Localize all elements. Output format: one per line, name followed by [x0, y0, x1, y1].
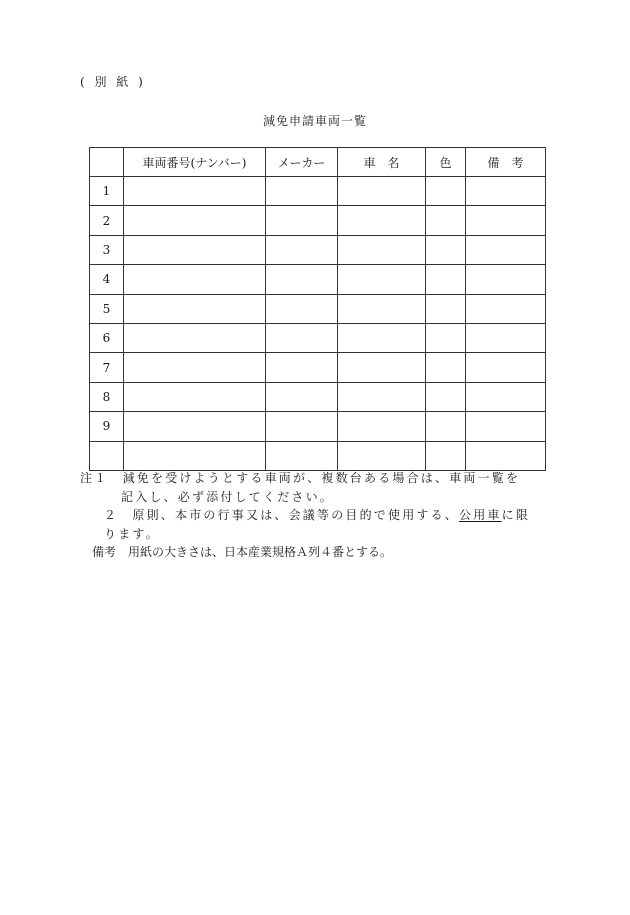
car-name-cell [338, 323, 426, 352]
plate-number-cell [124, 206, 266, 235]
color-cell [426, 353, 466, 382]
remarks-cell [466, 412, 546, 441]
car-name-cell [338, 412, 426, 441]
plate-number-cell [124, 441, 266, 470]
maker-cell [266, 412, 338, 441]
color-cell [426, 412, 466, 441]
car-name-cell [338, 177, 426, 206]
table-row [90, 441, 546, 470]
color-cell [426, 441, 466, 470]
note-2-text-pre: ２ 原則、本市の行事又は、会議等の目的で使用する、 [104, 508, 460, 522]
car-name-cell [338, 206, 426, 235]
maker-cell [266, 265, 338, 294]
remarks-cell [466, 323, 546, 352]
row-number: 5 [90, 294, 124, 323]
row-number: 9 [90, 412, 124, 441]
row-number: 1 [90, 177, 124, 206]
notes-section [80, 469, 560, 562]
table-row [90, 206, 546, 235]
note-2-text-post: に限 [501, 508, 531, 522]
note-2-line-1 [80, 506, 560, 525]
maker-cell [266, 206, 338, 235]
remarks-cell [466, 265, 546, 294]
table-header-row [90, 148, 546, 177]
table-row [90, 265, 546, 294]
color-cell [426, 382, 466, 411]
color-cell [426, 206, 466, 235]
remarks-cell [466, 353, 546, 382]
note-1-text: 減免を受けようとする車両が、複数台ある場合は、車両一覧を [122, 471, 521, 485]
table-row [90, 323, 546, 352]
header-plate-number: 車両番号(ナンバー) [124, 148, 266, 177]
maker-cell [266, 235, 338, 264]
color-cell [426, 323, 466, 352]
remarks-cell [466, 235, 546, 264]
color-cell [426, 177, 466, 206]
header-remarks: 備 考 [466, 148, 546, 177]
table-row [90, 235, 546, 264]
row-number [90, 441, 124, 470]
remarks-cell [466, 294, 546, 323]
remarks-cell [466, 441, 546, 470]
maker-cell [266, 441, 338, 470]
car-name-cell [338, 235, 426, 264]
header-car-name: 車 名 [338, 148, 426, 177]
plate-number-cell [124, 382, 266, 411]
table-row [90, 353, 546, 382]
plate-number-cell [124, 235, 266, 264]
row-number: 8 [90, 382, 124, 411]
car-name-cell [338, 441, 426, 470]
page-title: 減免申請車両一覧 [262, 114, 367, 128]
row-number: 4 [90, 265, 124, 294]
maker-cell [266, 323, 338, 352]
note-2-line-2: ります。 [104, 526, 160, 541]
car-name-cell [338, 294, 426, 323]
header-color: 色 [426, 148, 466, 177]
table-row [90, 412, 546, 441]
plate-number-cell [124, 177, 266, 206]
car-name-cell [338, 382, 426, 411]
header-maker: メーカー [266, 148, 338, 177]
row-number: 6 [90, 323, 124, 352]
car-name-cell [338, 265, 426, 294]
remark-line: 備考 用紙の大きさは、日本産業規格Ａ列４番とする。 [92, 545, 393, 559]
header-number-cell [90, 148, 124, 177]
note-1-line-2: 記入し、必ず添付してください。 [121, 489, 335, 504]
maker-cell [266, 353, 338, 382]
plate-number-cell [124, 323, 266, 352]
color-cell [426, 265, 466, 294]
plate-number-cell [124, 412, 266, 441]
note-1-line-1 [80, 469, 560, 488]
remarks-cell [466, 382, 546, 411]
row-number: 7 [90, 353, 124, 382]
plate-number-cell [124, 294, 266, 323]
row-number: 2 [90, 206, 124, 235]
plate-number-cell [124, 353, 266, 382]
table-row [90, 294, 546, 323]
note-2-underlined-term: 公用車 [459, 508, 502, 522]
color-cell [426, 294, 466, 323]
note-1-prefix: 注１ [80, 471, 123, 485]
maker-cell [266, 382, 338, 411]
color-cell [426, 235, 466, 264]
row-number: 3 [90, 235, 124, 264]
vehicle-list-table [89, 147, 546, 471]
car-name-cell [338, 353, 426, 382]
maker-cell [266, 177, 338, 206]
table-row [90, 177, 546, 206]
plate-number-cell [124, 265, 266, 294]
table-row [90, 382, 546, 411]
remarks-cell [466, 177, 546, 206]
maker-cell [266, 294, 338, 323]
remarks-cell [466, 206, 546, 235]
annex-label: ( 別 紙 ) [80, 75, 146, 89]
